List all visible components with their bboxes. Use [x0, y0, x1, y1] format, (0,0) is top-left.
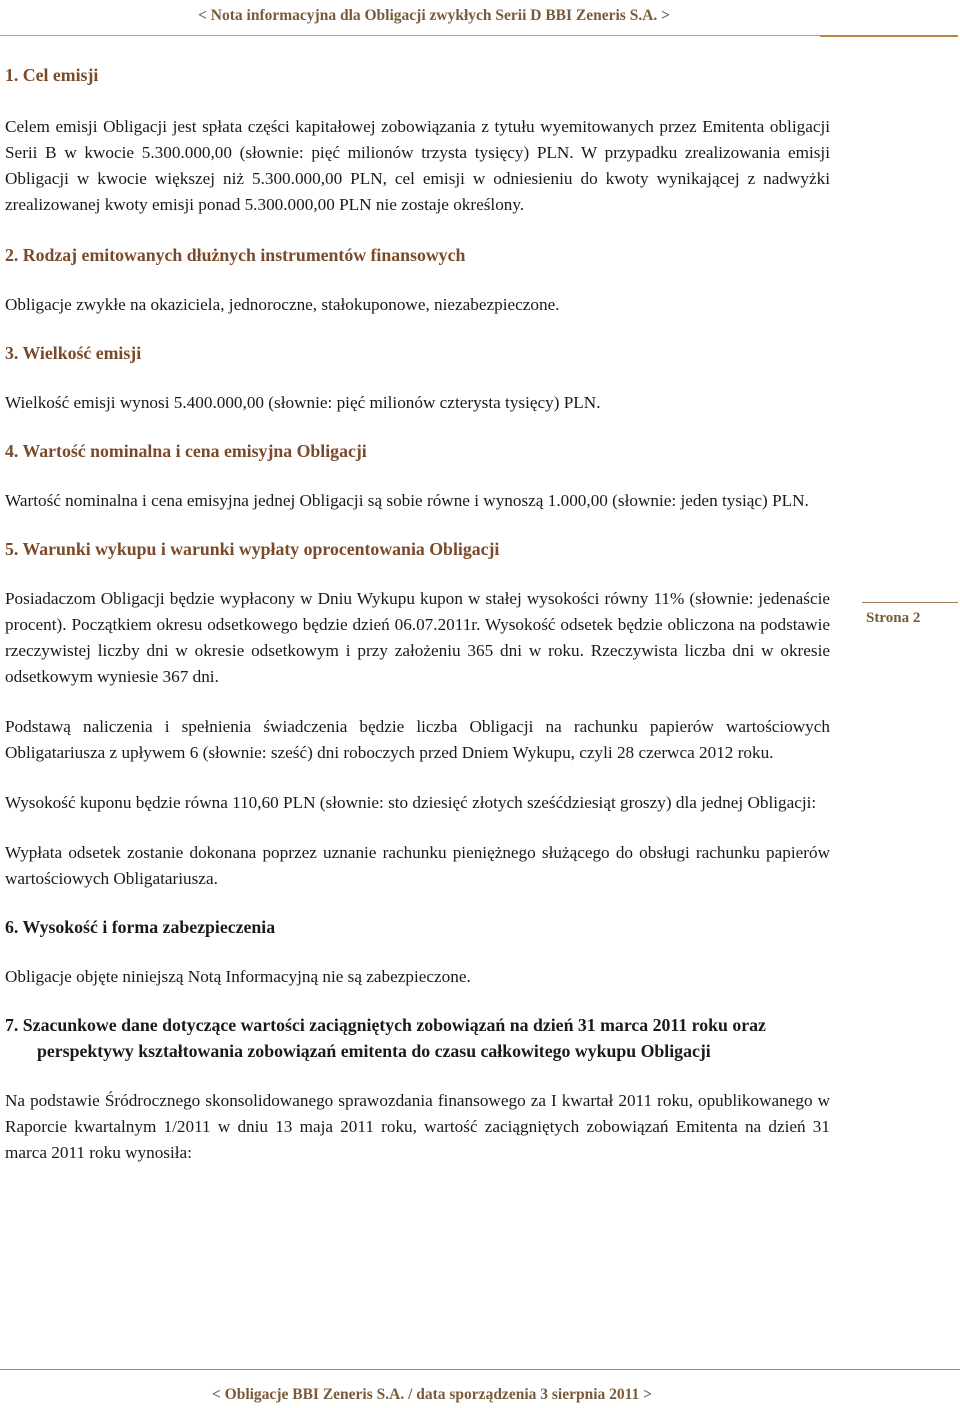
section-heading-3: 3. Wielkość emisji	[5, 343, 142, 363]
section-7-paragraph-1: Na podstawie Śródrocznego skonsolidowanego sprawozdania finansowego za I kwartał 2011 roku, opublikowanego w Raporcie kwartalnym 1/2011 w dniu 13 maja 2011 roku, wartość zaciągniętych zobowiązań Emitenta na dzień 31 marca 2011 roku wynosiła:	[5, 1091, 830, 1162]
running-header: < Nota informacyjna dla Obligacji zwykłych Serii D BBI Zeneris S.A. >	[198, 7, 670, 24]
section-heading-1: 1. Cel emisji	[5, 65, 99, 85]
header-divider	[0, 35, 958, 36]
footer-divider	[0, 1369, 960, 1370]
section-heading-6: 6. Wysokość i forma zabezpieczenia	[5, 917, 276, 937]
section-5-paragraph-2: Podstawą naliczenia i spełnienia świadczenia będzie liczba Obligacji na rachunku papierów wartościowych Obligatariusza z upływem 6 (słownie: sześć) dni roboczych przed Dniem Wykupu, czyli 28 czerwca 2012 roku.	[5, 717, 830, 762]
section-heading-2: 2. Rodzaj emitowanych dłużnych instrumentów finansowych	[5, 245, 466, 265]
header-accent-divider	[820, 35, 958, 37]
section-5-paragraph-3: Wysokość kuponu będzie równa 110,60 PLN (słownie: sto dziesięć złotych sześćdziesiąt groszy) dla jednej Obligacji:	[5, 793, 817, 812]
document-body	[5, 62, 830, 1166]
section-5-paragraph-1: Posiadaczom Obligacji będzie wypłacony w Dniu Wykupu kupon w stałej wysokości równy 11% (słownie: jedenaście procent). Początkiem okresu odsetkowego będzie dzień 06.07.2011r. Wysokość odsetek będzie obliczona na podstawie rzeczywistej liczby dni w okresie odsetkowym i przy założeniu 365 dni w roku. Rzeczywista liczba dni w okresie odsetkowym wyniesie 367 dni.	[5, 589, 830, 686]
section-6-paragraph-1: Obligacje objęte niniejszą Notą Informacyjną nie są zabezpieczone.	[5, 967, 471, 986]
section-4-paragraph-1: Wartość nominalna i cena emisyjna jednej Obligacji są sobie równe i wynoszą 1.000,00 (słownie: jeden tysiąc) PLN.	[5, 491, 809, 510]
section-heading-4: 4. Wartość nominalna i cena emisyjna Obligacji	[5, 441, 367, 461]
section-heading-7: 7. Szacunkowe dane dotyczące wartości zaciągniętych zobowiązań na dzień 31 marca 2011 roku oraz perspektywy kształtowania zobowiązań emitenta do czasu całkowitego wykupu Obligacji	[5, 1015, 766, 1061]
page-number-label: Strona 2	[866, 610, 921, 626]
section-1-paragraph-1: Celem emisji Obligacji jest spłata części kapitałowej zobowiązania z tytułu wyemitowanych przez Emitenta obligacji Serii B w kwocie 5.300.000,00 (słownie: pięć milionów trzysta tysięcy) PLN. W przypadku zrealizowania emisji Obligacji w kwocie większej niż 5.300.000,00 PLN, cel emisji w odniesieniu do kwoty wynikającej z nadwyżki zrealizowanej kwoty emisji ponad 5.300.000,00 PLN nie zostaje określony.	[5, 117, 830, 214]
section-2-paragraph-1: Obligacje zwykłe na okaziciela, jednoroczne, stałokuponowe, niezabezpieczone.	[5, 295, 560, 314]
running-footer: < Obligacje BBI Zeneris S.A. / data sporządzenia 3 sierpnia 2011 >	[211, 1386, 652, 1403]
page-label-divider	[862, 602, 958, 603]
section-3-paragraph-1: Wielkość emisji wynosi 5.400.000,00 (słownie: pięć milionów czterysta tysięcy) PLN.	[5, 393, 601, 412]
section-heading-5: 5. Warunki wykupu i warunki wypłaty oprocentowania Obligacji	[5, 539, 500, 559]
section-5-paragraph-4: Wypłata odsetek zostanie dokonana poprzez uznanie rachunku pieniężnego służącego do obsługi rachunku papierów wartościowych Obligatariusza.	[5, 843, 830, 888]
